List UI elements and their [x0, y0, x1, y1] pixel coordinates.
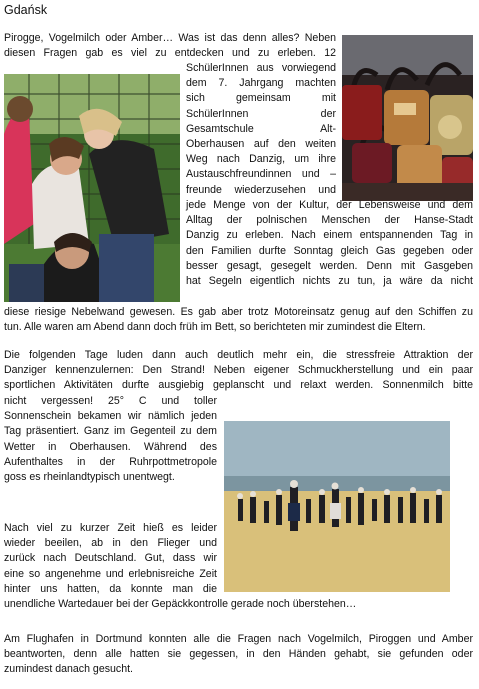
- text-line: tun. Alle waren am Abend dann doch früh im Bett, so berichteten mir zumindest die Eltern.: [4, 321, 426, 334]
- text-line: Danzig zu erleben. Nach einem entspannenden Tag in: [186, 229, 473, 242]
- photo-love-padlocks: [342, 35, 473, 201]
- text-line: beantworten, denn alle hatten sie gegessen, in den Händen gehabt, sie gefunden oder: [4, 648, 473, 661]
- text-line: unendliche Wartedauer bei der Gepäckkontrolle gerade noch überstehen…: [4, 598, 357, 610]
- text-line: wieder beeilen, ab in den Flieger und: [4, 537, 217, 550]
- text-line: sich gemeinsam mit: [186, 92, 336, 105]
- text-line: sportlichen Aktivitäten durfte ausgiebig geplanscht und relaxt werden. Sonnenmilch bitte: [4, 379, 473, 392]
- text-line: Wetter in Oberhausen. Während des: [4, 440, 217, 453]
- text-line: Tag präsentiert. Ganz im Gegenteil zu dem: [4, 425, 217, 438]
- text-line: Oberhausen auf den weiten: [186, 138, 336, 151]
- text-line: dem 7. Jahrgang machten: [186, 77, 336, 90]
- photo-students-by-fence: [4, 74, 180, 302]
- text-line: diesen Fragen gab es viel zu entdecken und zu erleben. 12: [4, 47, 336, 60]
- page-title: Gdańsk: [4, 3, 48, 17]
- text-line: Danziger kennenzulernen: Den Strand! Neben eigener Schmuckherstellung und ein paar: [4, 364, 473, 377]
- text-line: SchülerInnen aus vorwiegend: [186, 62, 336, 74]
- text-line: Am Flughafen in Dortmund konnten alle die Fragen nach Vogelmilch, Piroggen und Amber: [4, 633, 473, 645]
- text-line: eine so angenehme und erlebnisreiche Zeit: [4, 567, 217, 580]
- text-line: hinter uns hatten, da konnte man die: [4, 582, 217, 595]
- text-line: nicht vergessen! 25° C und toller: [4, 395, 217, 407]
- text-line: Weg nach Danzig, um ihre: [186, 153, 336, 166]
- text-line: diese riesige Nebelwand gewesen. Es gab aber trotz Motoreinsatz genug auf den Schiffen zu: [4, 306, 473, 318]
- text-line: besser gesagt, gesegelt werden. Denn mit Gasgeben: [186, 259, 473, 272]
- text-line: goss es rheinlandtypisch unentwegt.: [4, 471, 175, 484]
- text-line: zurück nach Deutschland. Gut, dass wir: [4, 552, 217, 565]
- text-line: jede Menge von der Kultur, der Lebensweise und dem: [186, 199, 473, 211]
- text-line: Gesamtschule Alt-: [186, 122, 336, 135]
- text-line: Aufenthaltes in der Ruhrpottmetropole: [4, 455, 217, 468]
- text-line: Austauschfreundinnen und –: [186, 168, 336, 181]
- text-line: zumindest danach gesucht.: [4, 663, 133, 676]
- text-line: hat Segeln eigentlich nichts zu tun, ja wäre da nicht: [186, 275, 473, 288]
- text-line: Sonnenschein bekamen wir nämlich jeden: [4, 410, 217, 423]
- text-line: freunde wiederzusehen und: [186, 183, 336, 196]
- text-line: Alltag der polnischen Menschen der Hanse-Stadt: [186, 214, 473, 227]
- text-line: Pirogge, Vogelmilch oder Amber… Was ist das denn alles? Neben: [4, 32, 336, 44]
- text-line: den Familien durfte Sonntag gleich Gas gegeben oder: [186, 244, 473, 257]
- text-line: Nach viel zu kurzer Zeit hieß es leider: [4, 522, 217, 534]
- text-line: SchülerInnen der: [186, 107, 336, 120]
- photo-group-on-beach: [224, 421, 450, 592]
- text-line: Die folgenden Tage luden dann auch deutlich mehr ein, die stressfreie Attraktion der: [4, 349, 473, 361]
